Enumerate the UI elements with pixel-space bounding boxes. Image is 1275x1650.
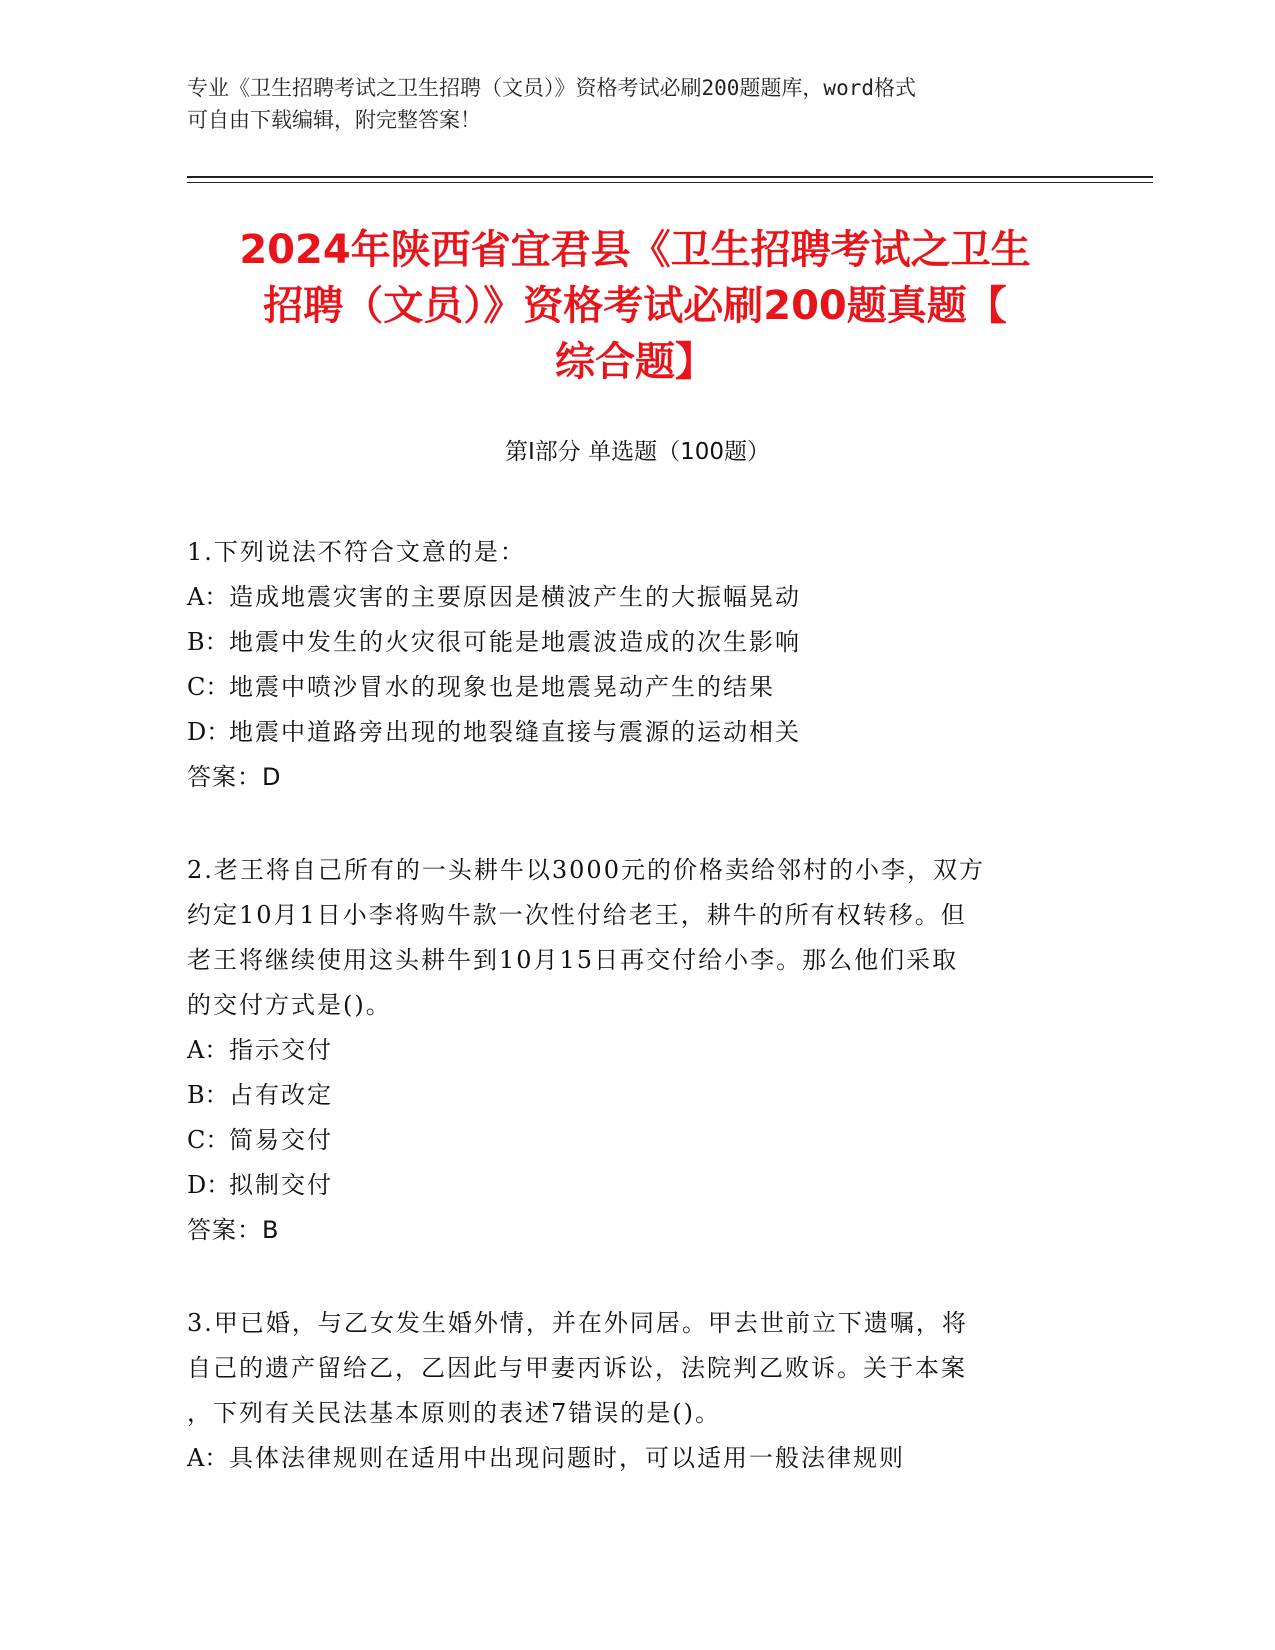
title-line: 综合题】 <box>555 339 715 385</box>
option-key: D： <box>187 1171 231 1199</box>
option-key: A： <box>187 1444 229 1472</box>
option-a <box>187 575 1087 620</box>
answer-line: 答案：B <box>187 1216 280 1244</box>
option-key: B： <box>187 628 229 656</box>
option-a <box>187 1028 1087 1073</box>
option-key: D： <box>187 718 231 746</box>
question-list <box>187 530 1087 1529</box>
option-b <box>187 620 1087 665</box>
question-stem: 2.老王将自己所有的一头耕牛以3000元的价格卖给邻村的小李，双方 <box>187 856 985 884</box>
option-d <box>187 1163 1087 1208</box>
option-c <box>187 665 1087 710</box>
option-key: C： <box>187 673 230 701</box>
question-stem: 约定10月1日小李将购牛款一次性付给老王，耕牛的所有权转移。但 <box>187 901 967 929</box>
title-line: 2024年陕西省宜君县《卫生招聘考试之卫生 <box>239 227 1031 273</box>
option-text: 具体法律规则在适用中出现问题时，可以适用一般法律规则 <box>229 1444 905 1472</box>
question-stem: 1.下列说法不符合文意的是： <box>187 538 526 566</box>
title-line: 招聘（文员）》资格考试必刷200题真题【 <box>263 283 1007 329</box>
header-note-line: 可自由下载编辑，附完整答案！ <box>187 108 481 132</box>
question-stem: 老王将继续使用这头耕牛到10月15日再交付给小李。那么他们采取 <box>187 946 959 974</box>
option-text: 占有改定 <box>229 1081 333 1109</box>
question-2 <box>187 848 1087 1253</box>
option-text: 拟制交付 <box>229 1171 333 1199</box>
header-divider-thin <box>187 182 1153 183</box>
header-note-line: 专业《卫生招聘考试之卫生招聘（文员）》资格考试必刷200题题库，word格式 <box>187 76 916 100</box>
option-d <box>187 710 1087 755</box>
option-text: 指示交付 <box>229 1036 333 1064</box>
option-key: A： <box>187 583 229 611</box>
option-text: 地震中发生的火灾很可能是地震波造成的次生影响 <box>229 628 801 656</box>
option-c <box>187 1118 1087 1163</box>
option-text: 造成地震灾害的主要原因是横波产生的大振幅晃动 <box>229 583 801 611</box>
question-stem: 3.甲已婚，与乙女发生婚外情，并在外同居。甲去世前立下遗嘱，将 <box>187 1309 968 1337</box>
option-b <box>187 1073 1087 1118</box>
option-text: 地震中道路旁出现的地裂缝直接与震源的运动相关 <box>229 718 801 746</box>
option-text: 地震中喷沙冒水的现象也是地震晃动产生的结果 <box>229 673 775 701</box>
question-1 <box>187 530 1087 800</box>
header-divider-thick <box>187 176 1153 178</box>
question-stem: 的交付方式是()。 <box>187 991 392 1019</box>
question-stem: 自己的遗产留给乙，乙因此与甲妻丙诉讼，法院判乙败诉。关于本案 <box>187 1354 967 1382</box>
option-key: C： <box>187 1126 230 1154</box>
document-title <box>160 222 1110 390</box>
question-3 <box>187 1301 1087 1481</box>
option-key: A： <box>187 1036 229 1064</box>
answer-line: 答案：D <box>187 763 282 791</box>
option-text: 简易交付 <box>229 1126 333 1154</box>
option-key: B： <box>187 1081 229 1109</box>
question-stem: ，下列有关民法基本原则的表述7错误的是()。 <box>187 1399 721 1427</box>
section-title: 第Ⅰ部分 单选题（100题） <box>505 439 770 465</box>
option-a <box>187 1436 1087 1481</box>
header-note <box>187 72 1067 136</box>
